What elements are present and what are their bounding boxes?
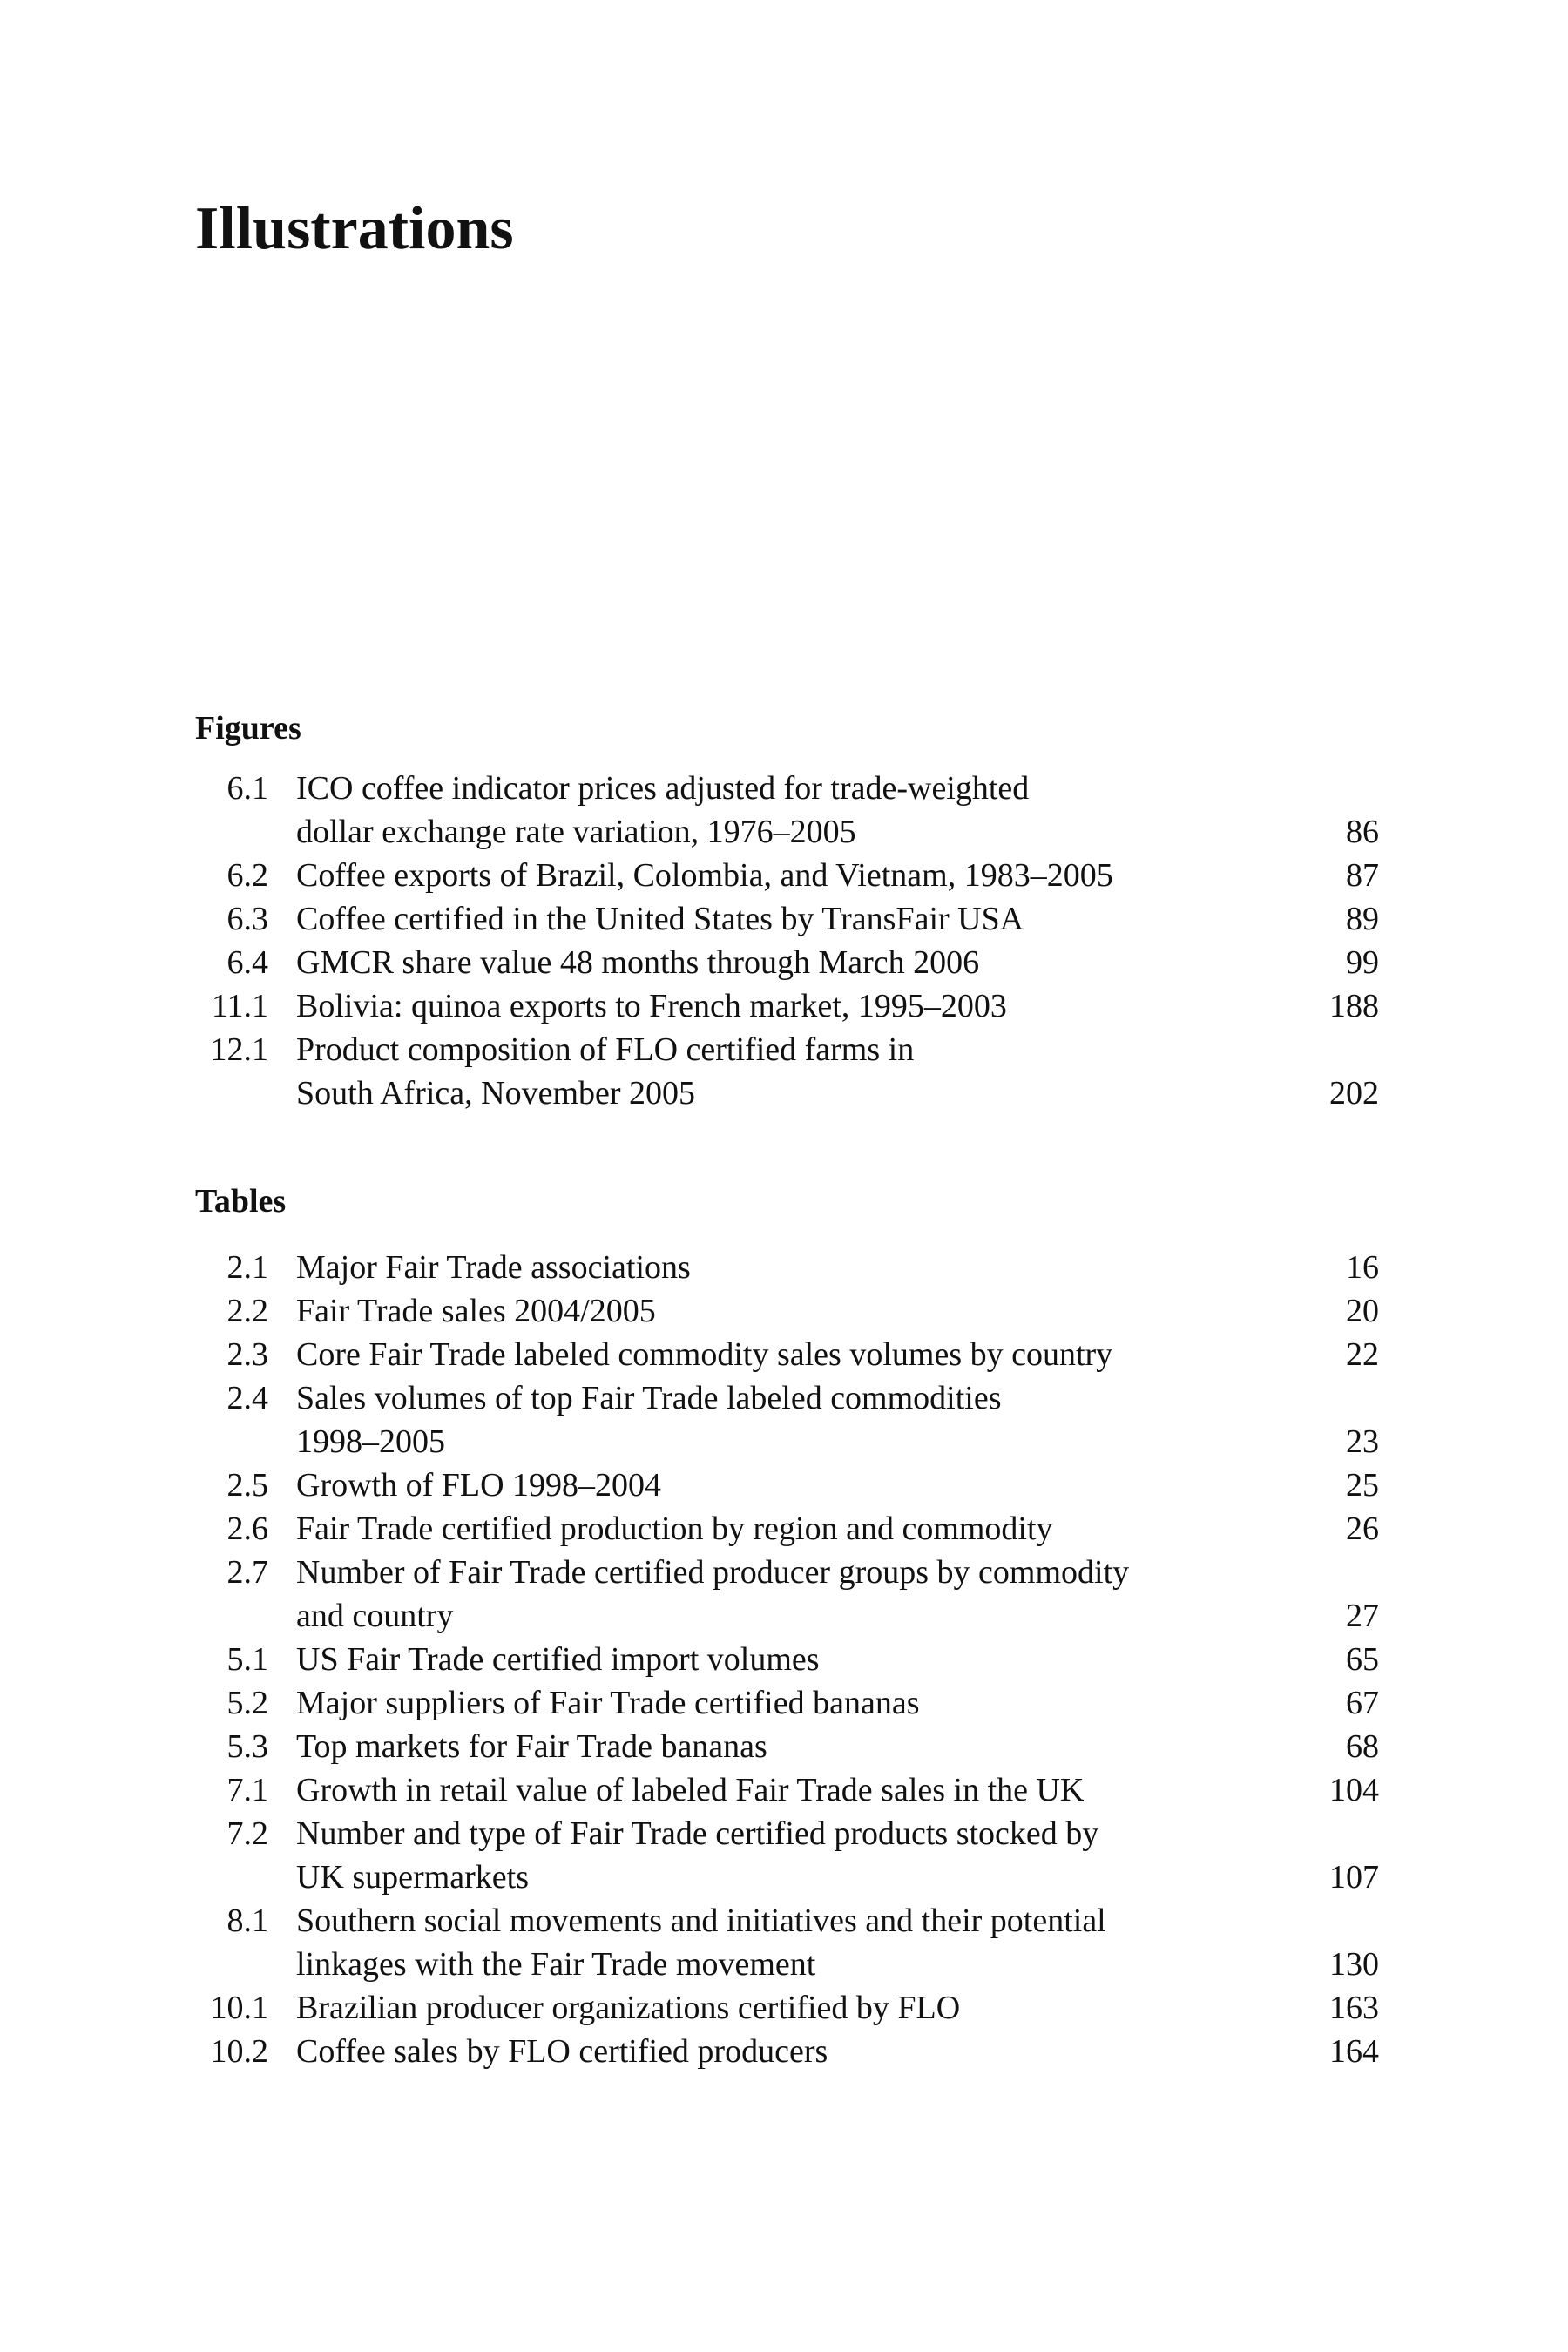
page-number: 87 — [1346, 857, 1379, 894]
page-number: 163 — [1329, 1990, 1379, 2026]
page-number: 202 — [1329, 1075, 1379, 1112]
title-line: Major Fair Trade associations — [296, 1249, 691, 1286]
title-line: GMCR share value 48 months through March 2006 — [296, 944, 980, 981]
table-number: 5.1 — [226, 1641, 268, 1678]
list-item — [0, 767, 1568, 854]
table-number: 2.4 — [226, 1380, 268, 1416]
page-number: 68 — [1346, 1728, 1379, 1765]
list-item — [0, 1507, 1568, 1551]
page-number: 23 — [1346, 1423, 1379, 1460]
figure-number: 11.1 — [211, 988, 268, 1024]
title-line: dollar exchange rate variation, 1976–2005 — [296, 814, 856, 850]
title-line: Coffee exports of Brazil, Colombia, and Vietnam, 1983–2005 — [296, 857, 1113, 894]
page-number: 22 — [1346, 1336, 1379, 1373]
title-line: Product composition of FLO certified farms in — [296, 1031, 915, 1068]
list-item — [0, 1899, 1568, 1986]
title-line: Sales volumes of top Fair Trade labeled commodities — [296, 1380, 1002, 1416]
title-line: Coffee sales by FLO certified producers — [296, 2033, 828, 2070]
list-item — [0, 897, 1568, 941]
table-title — [296, 1376, 1002, 1463]
list-item — [0, 1725, 1568, 1768]
figure-number: 6.1 — [226, 770, 268, 807]
page-number: 67 — [1346, 1685, 1379, 1721]
figure-title — [296, 897, 1024, 941]
figure-number: 6.4 — [226, 944, 268, 981]
figure-title — [296, 984, 1007, 1028]
title-line: and country — [296, 1598, 454, 1634]
page-number: 107 — [1329, 1859, 1379, 1896]
figure-title — [296, 767, 1029, 854]
table-number: 10.1 — [210, 1990, 268, 2026]
table-number: 2.7 — [226, 1554, 268, 1591]
title-line: Growth of FLO 1998–2004 — [296, 1467, 662, 1504]
table-number: 10.2 — [210, 2033, 268, 2070]
title-line: Fair Trade certified production by region and commodity — [296, 1511, 1053, 1547]
figure-title — [296, 941, 979, 984]
title-line: Southern social movements and initiatives and their potential — [296, 1903, 1106, 1939]
page-number: 99 — [1346, 944, 1379, 981]
list-item — [0, 1986, 1568, 2030]
list-item — [0, 1551, 1568, 1638]
title-line: Bolivia: quinoa exports to French market, 1995–2003 — [296, 988, 1007, 1024]
table-number: 2.6 — [226, 1511, 268, 1547]
figure-title — [296, 1028, 914, 1115]
title-line: Core Fair Trade labeled commodity sales volumes by country — [296, 1336, 1113, 1373]
list-item — [0, 1681, 1568, 1725]
figure-title — [296, 854, 1113, 897]
list-item — [0, 1289, 1568, 1333]
page-number: 20 — [1346, 1293, 1379, 1329]
table-title — [296, 1812, 1098, 1899]
page-number: 27 — [1346, 1598, 1379, 1634]
list-item — [0, 1768, 1568, 1812]
table-number: 2.1 — [226, 1249, 268, 1286]
figure-number: 12.1 — [210, 1031, 268, 1068]
page-number: 25 — [1346, 1467, 1379, 1504]
page-number: 26 — [1346, 1511, 1379, 1547]
table-title — [296, 1507, 1053, 1551]
title-line: UK supermarkets — [296, 1859, 529, 1896]
table-number: 7.1 — [226, 1772, 268, 1808]
figure-number: 6.2 — [226, 857, 268, 894]
tables-heading: Tables — [195, 1183, 287, 1220]
table-title — [296, 1681, 920, 1725]
table-number: 5.3 — [226, 1728, 268, 1765]
list-item — [0, 1333, 1568, 1376]
list-item — [0, 1638, 1568, 1681]
title-line: Top markets for Fair Trade bananas — [296, 1728, 767, 1765]
table-title — [296, 1768, 1084, 1812]
page-number: 164 — [1329, 2033, 1379, 2070]
title-line: US Fair Trade certified import volumes — [296, 1641, 820, 1678]
title-line: 1998–2005 — [296, 1423, 445, 1460]
figures-heading: Figures — [195, 710, 301, 747]
table-title — [296, 1289, 656, 1333]
table-title — [296, 1246, 691, 1289]
title-line: Major suppliers of Fair Trade certified bananas — [296, 1685, 920, 1721]
page-number: 188 — [1329, 988, 1379, 1024]
table-title — [296, 1638, 820, 1681]
figures-list — [0, 767, 1568, 1115]
table-number: 5.2 — [226, 1685, 268, 1721]
list-item — [0, 1246, 1568, 1289]
tables-list — [0, 1246, 1568, 2073]
list-item — [0, 1812, 1568, 1899]
table-title — [296, 1333, 1112, 1376]
list-item — [0, 984, 1568, 1028]
title-line: Coffee certified in the United States by TransFair USA — [296, 901, 1024, 937]
page-number: 89 — [1346, 901, 1379, 937]
page-number: 104 — [1329, 1772, 1379, 1808]
title-line: South Africa, November 2005 — [296, 1075, 696, 1112]
page-title: Illustrations — [195, 195, 514, 262]
table-number: 2.2 — [226, 1293, 268, 1329]
title-line: Fair Trade sales 2004/2005 — [296, 1293, 656, 1329]
table-title — [296, 1986, 960, 2030]
title-line: Number and type of Fair Trade certified products stocked by — [296, 1815, 1099, 1852]
list-item — [0, 941, 1568, 984]
table-number: 2.5 — [226, 1467, 268, 1504]
table-number: 2.3 — [226, 1336, 268, 1373]
page-number: 130 — [1329, 1946, 1379, 1983]
title-line: Number of Fair Trade certified producer groups by commodity — [296, 1554, 1130, 1591]
list-item — [0, 1376, 1568, 1463]
figure-number: 6.3 — [226, 901, 268, 937]
list-item — [0, 2030, 1568, 2073]
table-title — [296, 1725, 767, 1768]
table-title — [296, 2030, 828, 2073]
title-line: ICO coffee indicator prices adjusted for trade-weighted — [296, 770, 1030, 807]
table-title — [296, 1551, 1129, 1638]
list-item — [0, 1028, 1568, 1115]
table-number: 8.1 — [226, 1903, 268, 1939]
page-number: 65 — [1346, 1641, 1379, 1678]
table-title — [296, 1463, 661, 1507]
table-title — [296, 1899, 1106, 1986]
title-line: linkages with the Fair Trade movement — [296, 1946, 816, 1983]
title-line: Brazilian producer organizations certified by FLO — [296, 1990, 961, 2026]
title-line: Growth in retail value of labeled Fair Trade sales in the UK — [296, 1772, 1085, 1808]
list-item — [0, 854, 1568, 897]
page-number: 16 — [1346, 1249, 1379, 1286]
list-item — [0, 1463, 1568, 1507]
table-number: 7.2 — [226, 1815, 268, 1852]
page-number: 86 — [1346, 814, 1379, 850]
